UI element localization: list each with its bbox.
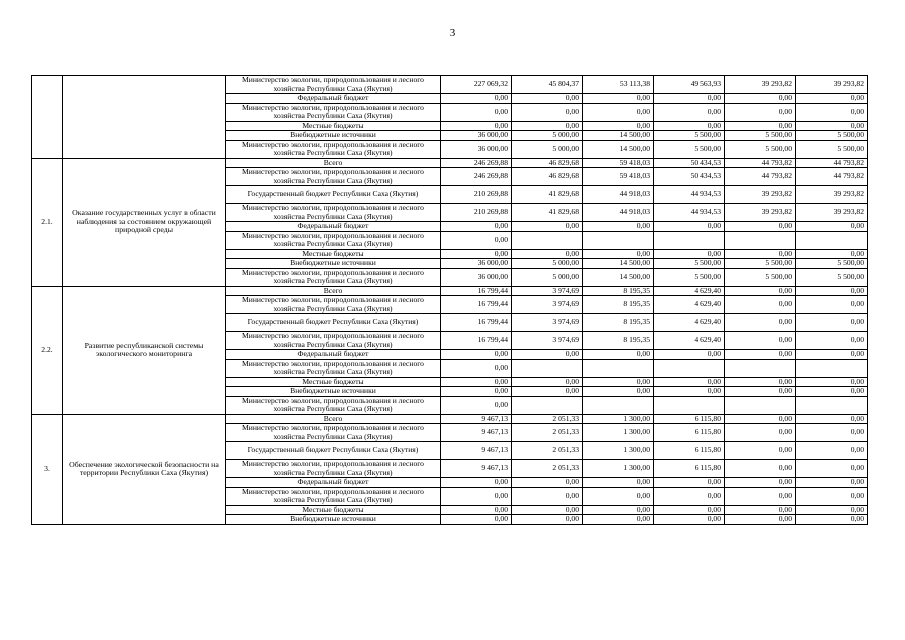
total-value: 227 069,32 — [441, 76, 512, 94]
year-value: 0,00 — [654, 222, 725, 232]
section-number: 3. — [32, 414, 63, 524]
total-value: 246 269,88 — [441, 168, 512, 186]
year-value: 0,00 — [796, 332, 868, 350]
funding-source: Внебюджетные источники — [226, 131, 441, 141]
total-value: 246 269,88 — [441, 158, 512, 168]
page-number: 3 — [449, 27, 456, 39]
year-value: 44 793,82 — [796, 168, 868, 186]
year-value: 0,00 — [725, 103, 796, 121]
year-value: 5 500,00 — [654, 268, 725, 286]
year-value — [725, 396, 796, 414]
year-value: 39 293,82 — [796, 186, 868, 204]
year-value: 0,00 — [512, 121, 583, 131]
funding-source: Внебюджетные источники — [226, 515, 441, 525]
year-value — [796, 231, 868, 249]
total-value: 9 467,13 — [441, 442, 512, 460]
table-row — [32, 158, 868, 168]
year-value: 0,00 — [796, 487, 868, 505]
year-value: 0,00 — [796, 350, 868, 360]
total-value: 0,00 — [441, 121, 512, 131]
year-value: 44 793,82 — [725, 168, 796, 186]
year-value: 0,00 — [725, 387, 796, 397]
year-value: 0,00 — [654, 478, 725, 488]
year-value: 0,00 — [583, 505, 654, 515]
year-value: 4 629,40 — [654, 286, 725, 296]
year-value: 0,00 — [512, 487, 583, 505]
year-value: 3 974,69 — [512, 332, 583, 350]
funding-source: Федеральный бюджет — [226, 478, 441, 488]
year-value: 4 629,40 — [654, 314, 725, 332]
year-value: 0,00 — [654, 487, 725, 505]
year-value: 44 793,82 — [725, 158, 796, 168]
total-value: 16 799,44 — [441, 314, 512, 332]
year-value: 0,00 — [796, 286, 868, 296]
funding-source: Местные бюджеты — [226, 505, 441, 515]
year-value — [654, 396, 725, 414]
year-value: 5 500,00 — [796, 131, 868, 141]
funding-source: Министерство экологии, природопользования и лесного хозяйства Республики Саха (Якутия) — [226, 268, 441, 286]
total-value: 0,00 — [441, 231, 512, 249]
funding-source: Государственный бюджет Республики Саха (Якутия) — [226, 442, 441, 460]
year-value: 5 000,00 — [512, 140, 583, 158]
year-value: 8 195,35 — [583, 314, 654, 332]
year-value — [512, 396, 583, 414]
year-value: 8 195,35 — [583, 332, 654, 350]
total-value: 0,00 — [441, 222, 512, 232]
budget-table — [31, 75, 868, 525]
funding-source: Министерство экологии, природопользования и лесного хозяйства Республики Саха (Якутия) — [226, 424, 441, 442]
year-value: 0,00 — [796, 121, 868, 131]
year-value — [583, 231, 654, 249]
year-value: 5 500,00 — [796, 259, 868, 269]
year-value — [583, 396, 654, 414]
year-value: 39 293,82 — [796, 204, 868, 222]
total-value: 0,00 — [441, 515, 512, 525]
year-value: 0,00 — [654, 94, 725, 104]
year-value: 0,00 — [796, 505, 868, 515]
year-value: 41 829,68 — [512, 204, 583, 222]
year-value: 14 500,00 — [583, 131, 654, 141]
year-value — [796, 359, 868, 377]
table-body — [32, 76, 868, 525]
funding-source: Министерство экологии, природопользования и лесного хозяйства Республики Саха (Якутия) — [226, 296, 441, 314]
year-value: 50 434,53 — [654, 158, 725, 168]
year-value: 44 918,03 — [583, 186, 654, 204]
funding-source: Местные бюджеты — [226, 121, 441, 131]
year-value: 0,00 — [583, 350, 654, 360]
year-value: 6 115,80 — [654, 460, 725, 478]
year-value: 0,00 — [654, 377, 725, 387]
funding-source: Местные бюджеты — [226, 377, 441, 387]
year-value: 1 300,00 — [583, 414, 654, 424]
year-value: 5 500,00 — [725, 140, 796, 158]
year-value: 0,00 — [796, 314, 868, 332]
table-row — [32, 414, 868, 424]
funding-source: Внебюджетные источники — [226, 259, 441, 269]
year-value: 0,00 — [796, 424, 868, 442]
total-value: 0,00 — [441, 387, 512, 397]
year-value: 0,00 — [512, 103, 583, 121]
year-value: 3 974,69 — [512, 286, 583, 296]
year-value: 0,00 — [583, 515, 654, 525]
funding-source: Министерство экологии, природопользования и лесного хозяйства Республики Саха (Якутия) — [226, 332, 441, 350]
section-name: Развитие республиканской системы экологического мониторинга — [63, 286, 226, 414]
section-name — [63, 76, 226, 159]
year-value: 49 563,93 — [654, 76, 725, 94]
year-value: 0,00 — [725, 414, 796, 424]
total-value: 9 467,13 — [441, 460, 512, 478]
funding-source: Внебюджетные источники — [226, 387, 441, 397]
funding-source: Министерство экологии, природопользования и лесного хозяйства Республики Саха (Якутия) — [226, 204, 441, 222]
year-value: 0,00 — [512, 94, 583, 104]
year-value: 0,00 — [583, 478, 654, 488]
year-value: 0,00 — [654, 121, 725, 131]
year-value: 0,00 — [796, 222, 868, 232]
funding-source: Министерство экологии, природопользования и лесного хозяйства Республики Саха (Якутия) — [226, 487, 441, 505]
year-value: 0,00 — [654, 249, 725, 259]
total-value: 16 799,44 — [441, 296, 512, 314]
year-value: 0,00 — [654, 505, 725, 515]
year-value: 5 000,00 — [512, 268, 583, 286]
year-value: 44 934,53 — [654, 186, 725, 204]
year-value: 0,00 — [796, 515, 868, 525]
section-name: Обеспечение экологической безопасности на территории Республики Саха (Якутия) — [63, 414, 226, 524]
table-row — [32, 286, 868, 296]
year-value: 0,00 — [725, 296, 796, 314]
year-value: 6 115,80 — [654, 424, 725, 442]
year-value: 0,00 — [654, 515, 725, 525]
year-value: 39 293,82 — [725, 204, 796, 222]
year-value: 0,00 — [796, 377, 868, 387]
funding-source: Министерство экологии, природопользования и лесного хозяйства Республики Саха (Якутия) — [226, 460, 441, 478]
year-value: 5 000,00 — [512, 131, 583, 141]
year-value: 0,00 — [583, 377, 654, 387]
year-value: 0,00 — [583, 487, 654, 505]
year-value: 0,00 — [725, 94, 796, 104]
year-value: 0,00 — [654, 103, 725, 121]
year-value: 0,00 — [796, 442, 868, 460]
year-value: 59 418,03 — [583, 158, 654, 168]
year-value: 5 500,00 — [654, 131, 725, 141]
year-value: 44 934,53 — [654, 204, 725, 222]
year-value: 0,00 — [512, 387, 583, 397]
year-value: 6 115,80 — [654, 414, 725, 424]
year-value: 0,00 — [583, 121, 654, 131]
section-number: 2.2. — [32, 286, 63, 414]
year-value: 46 829,68 — [512, 158, 583, 168]
year-value: 46 829,68 — [512, 168, 583, 186]
year-value: 1 300,00 — [583, 460, 654, 478]
year-value: 0,00 — [512, 505, 583, 515]
year-value: 0,00 — [512, 377, 583, 387]
year-value: 0,00 — [725, 121, 796, 131]
year-value — [654, 231, 725, 249]
year-value: 50 434,53 — [654, 168, 725, 186]
year-value: 5 500,00 — [725, 131, 796, 141]
year-value: 0,00 — [583, 249, 654, 259]
funding-source: Федеральный бюджет — [226, 350, 441, 360]
year-value: 5 500,00 — [654, 259, 725, 269]
year-value: 2 051,33 — [512, 424, 583, 442]
year-value: 1 300,00 — [583, 424, 654, 442]
year-value: 0,00 — [796, 414, 868, 424]
funding-source: Местные бюджеты — [226, 249, 441, 259]
year-value: 5 500,00 — [796, 268, 868, 286]
year-value: 0,00 — [725, 478, 796, 488]
year-value: 0,00 — [796, 249, 868, 259]
year-value: 2 051,33 — [512, 460, 583, 478]
total-value: 36 000,00 — [441, 268, 512, 286]
year-value: 0,00 — [796, 103, 868, 121]
year-value: 41 829,68 — [512, 186, 583, 204]
year-value: 2 051,33 — [512, 442, 583, 460]
total-value: 210 269,88 — [441, 186, 512, 204]
funding-source: Министерство экологии, природопользования и лесного хозяйства Республики Саха (Якутия) — [226, 396, 441, 414]
total-value: 36 000,00 — [441, 140, 512, 158]
total-value: 0,00 — [441, 478, 512, 488]
section-number: 2.1. — [32, 158, 63, 286]
total-value: 0,00 — [441, 359, 512, 377]
year-value: 0,00 — [512, 350, 583, 360]
funding-source: Министерство экологии, природопользования и лесного хозяйства Республики Саха (Якутия) — [226, 231, 441, 249]
total-value: 9 467,13 — [441, 424, 512, 442]
total-value: 16 799,44 — [441, 332, 512, 350]
year-value: 0,00 — [725, 350, 796, 360]
year-value: 0,00 — [725, 249, 796, 259]
year-value: 5 000,00 — [512, 259, 583, 269]
year-value: 0,00 — [725, 332, 796, 350]
year-value — [512, 359, 583, 377]
year-value: 5 500,00 — [725, 268, 796, 286]
year-value: 59 418,03 — [583, 168, 654, 186]
year-value: 2 051,33 — [512, 414, 583, 424]
total-value: 16 799,44 — [441, 286, 512, 296]
year-value: 0,00 — [512, 249, 583, 259]
year-value: 45 804,37 — [512, 76, 583, 94]
year-value: 0,00 — [725, 222, 796, 232]
year-value: 0,00 — [512, 222, 583, 232]
year-value: 5 500,00 — [654, 140, 725, 158]
year-value: 0,00 — [725, 442, 796, 460]
year-value: 53 113,38 — [583, 76, 654, 94]
year-value: 0,00 — [796, 94, 868, 104]
funding-source: Министерство экологии, природопользования и лесного хозяйства Республики Саха (Якутия) — [226, 359, 441, 377]
year-value: 5 500,00 — [725, 259, 796, 269]
year-value — [725, 359, 796, 377]
funding-source: Министерство экологии, природопользования и лесного хозяйства Республики Саха (Якутия) — [226, 140, 441, 158]
year-value: 3 974,69 — [512, 296, 583, 314]
funding-source: Всего — [226, 158, 441, 168]
year-value: 0,00 — [583, 387, 654, 397]
year-value: 4 629,40 — [654, 332, 725, 350]
total-value: 36 000,00 — [441, 259, 512, 269]
table-row — [32, 76, 868, 94]
year-value: 0,00 — [796, 387, 868, 397]
year-value — [654, 359, 725, 377]
funding-source: Всего — [226, 414, 441, 424]
year-value: 44 918,03 — [583, 204, 654, 222]
year-value: 0,00 — [796, 460, 868, 478]
year-value: 39 293,82 — [725, 186, 796, 204]
year-value: 0,00 — [725, 377, 796, 387]
total-value: 0,00 — [441, 377, 512, 387]
funding-source: Государственный бюджет Республики Саха (Якутия) — [226, 314, 441, 332]
year-value: 5 500,00 — [796, 140, 868, 158]
year-value: 0,00 — [725, 515, 796, 525]
total-value: 36 000,00 — [441, 131, 512, 141]
year-value: 3 974,69 — [512, 314, 583, 332]
total-value: 0,00 — [441, 487, 512, 505]
year-value — [512, 231, 583, 249]
year-value: 0,00 — [725, 286, 796, 296]
total-value: 0,00 — [441, 505, 512, 515]
year-value: 8 195,35 — [583, 296, 654, 314]
funding-source: Федеральный бюджет — [226, 222, 441, 232]
total-value: 0,00 — [441, 350, 512, 360]
year-value: 0,00 — [512, 478, 583, 488]
total-value: 0,00 — [441, 396, 512, 414]
year-value: 0,00 — [583, 103, 654, 121]
year-value: 0,00 — [583, 94, 654, 104]
year-value: 4 629,40 — [654, 296, 725, 314]
funding-source: Министерство экологии, природопользования и лесного хозяйства Республики Саха (Якутия) — [226, 76, 441, 94]
year-value — [796, 396, 868, 414]
year-value: 0,00 — [725, 424, 796, 442]
year-value: 0,00 — [654, 350, 725, 360]
year-value: 14 500,00 — [583, 268, 654, 286]
year-value: 0,00 — [725, 487, 796, 505]
year-value: 0,00 — [512, 515, 583, 525]
year-value: 44 793,82 — [796, 158, 868, 168]
year-value — [725, 231, 796, 249]
year-value: 0,00 — [725, 314, 796, 332]
funding-source: Государственный бюджет Республики Саха (Якутия) — [226, 186, 441, 204]
total-value: 9 467,13 — [441, 414, 512, 424]
section-number — [32, 76, 63, 159]
funding-source: Всего — [226, 286, 441, 296]
year-value: 0,00 — [725, 505, 796, 515]
year-value: 0,00 — [796, 296, 868, 314]
year-value: 14 500,00 — [583, 259, 654, 269]
year-value: 1 300,00 — [583, 442, 654, 460]
year-value: 0,00 — [796, 478, 868, 488]
year-value: 14 500,00 — [583, 140, 654, 158]
year-value: 6 115,80 — [654, 442, 725, 460]
year-value: 0,00 — [725, 460, 796, 478]
year-value — [583, 359, 654, 377]
total-value: 0,00 — [441, 103, 512, 121]
total-value: 0,00 — [441, 249, 512, 259]
funding-source: Министерство экологии, природопользования и лесного хозяйства Республики Саха (Якутия) — [226, 168, 441, 186]
year-value: 0,00 — [654, 387, 725, 397]
year-value: 8 195,35 — [583, 286, 654, 296]
section-name: Оказание государственных услуг в области наблюдения за состоянием окружающей природной среды — [63, 158, 226, 286]
funding-source: Министерство экологии, природопользования и лесного хозяйства Республики Саха (Якутия) — [226, 103, 441, 121]
funding-source: Федеральный бюджет — [226, 94, 441, 104]
total-value: 210 269,88 — [441, 204, 512, 222]
year-value: 39 293,82 — [725, 76, 796, 94]
year-value: 39 293,82 — [796, 76, 868, 94]
year-value: 0,00 — [583, 222, 654, 232]
total-value: 0,00 — [441, 94, 512, 104]
